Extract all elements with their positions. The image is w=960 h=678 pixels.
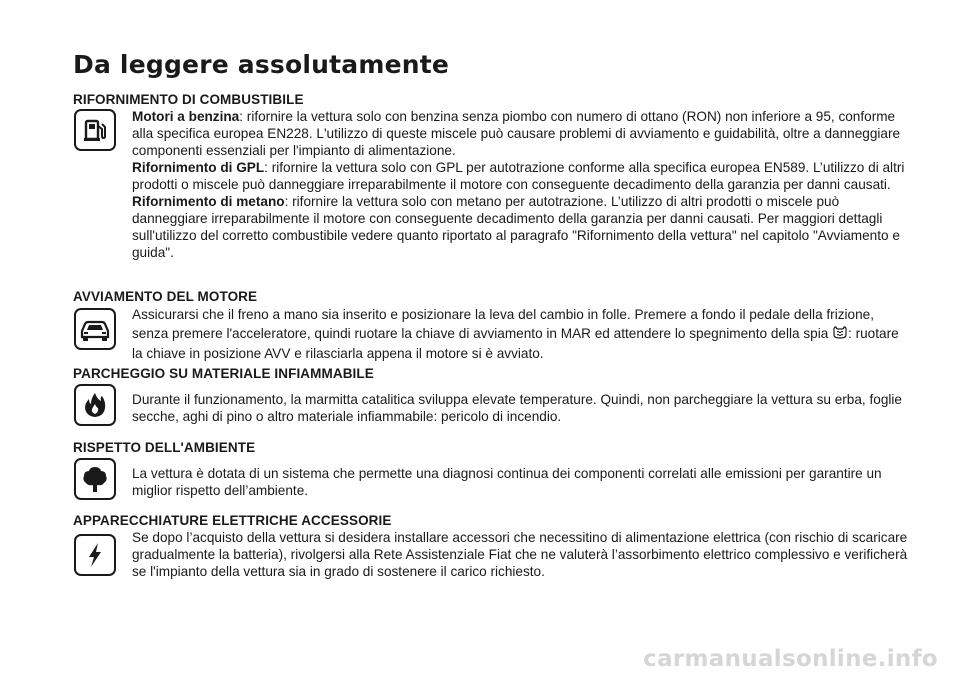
text-engine-start-before: Assicurarsi che il freno a mano sia inserito e posizionare la leva del cambio in folle. Premere a fondo il pedale della frizione, senza premere l'acceleratore, quindi ruotare la chiave di avviamento in MAR ed attendere lo spegnimento della spia xyxy=(132,307,875,341)
paragraph-engine-start xyxy=(132,306,910,364)
section-body-environment xyxy=(132,465,910,499)
page-title: Da leggere assolutamente xyxy=(73,50,450,79)
watermark: carmanualsonline.info xyxy=(643,646,938,672)
section-heading-electrical: APPARECCHIATURE ELETTRICHE ACCESSORIE xyxy=(73,513,392,528)
flame-icon xyxy=(74,384,116,426)
label-metano: Rifornimento di metano xyxy=(132,194,285,209)
text-parking: Durante il funzionamento, la marmitta catalitica sviluppa elevate temperature. Quindi, non parcheggiare la vettura su erba, foglie secche, aghi di pino o altro materiale infiammabile: pericolo di incendio. xyxy=(132,392,902,424)
tree-icon xyxy=(74,458,116,500)
text-benzina: : rifornire la vettura solo con benzina senza piombo con numero di ottano (RON) non inferiore a 95, conforme alla specifica europea EN228. L'utilizzo di queste miscele può causare problemi di avviamento e guidabilità, oltre a danneggiare componenti essenziali per l'impianto di alimentazione. xyxy=(132,109,901,158)
glow-plug-warning-icon xyxy=(832,326,848,346)
section-heading-environment: RISPETTO DELL'AMBIENTE xyxy=(73,440,256,455)
text-environment: La vettura è dotata di un sistema che permette una diagnosi continua dei componenti correlati alle emissioni per garantire un miglior rispetto dell’ambiente. xyxy=(132,466,882,498)
section-body-electrical xyxy=(132,529,910,580)
section-heading-fuel: RIFORNIMENTO DI COMBUSTIBILE xyxy=(73,92,304,107)
label-benzina: Motori a benzina xyxy=(132,109,240,124)
text-gpl: : rifornire la vettura solo con GPL per autotrazione conforme alla specifica europea EN589. L’utilizzo di altri prodotti o miscele può danneggiare irreparabilmente il motore con conseguente decadimento della garanzia per danni causati. xyxy=(132,160,905,192)
fuel-pump-icon xyxy=(74,109,116,151)
lightning-bolt-icon xyxy=(74,534,116,576)
section-body-engine-start xyxy=(132,306,910,364)
section-body-parking xyxy=(132,391,910,425)
section-body-fuel xyxy=(132,108,910,261)
section-heading-engine-start: AVVIAMENTO DEL MOTORE xyxy=(73,289,258,304)
paragraph-metano xyxy=(132,193,910,261)
car-icon xyxy=(74,308,116,350)
label-gpl: Rifornimento di GPL xyxy=(132,160,265,175)
paragraph-benzina xyxy=(132,108,910,159)
paragraph-gpl xyxy=(132,159,910,193)
text-metano: : rifornire la vettura solo con metano per autotrazione. L’utilizzo di altri prodotti o miscele può danneggiare irreparabilmente il motore con conseguente decadimento della garanzia per danni causati. Per maggiori dettagli sull'utilizzo del corretto combustibile vedere quanto riportato al paragrafo "Rifornimento della vettura" nel capitolo "Avviamento e guida". xyxy=(132,194,900,260)
text-electrical: Se dopo l’acquisto della vettura si desidera installare accessori che necessitino di alimentazione elettrica (con rischio di scaricare gradualmente la batteria), rivolgersi alla Rete Assistenziale Fiat che ne valuterà l’assorbimento elettrico complessivo e verificherà se l'impianto della vettura sia in grado di sostenere il carico richiesto. xyxy=(132,530,908,579)
text-engine-start-after: : ruotare la chiave in posizione AVV e rilasciarla appena il motore si è avviato. xyxy=(132,325,899,361)
section-heading-parking: PARCHEGGIO SU MATERIALE INFIAMMABILE xyxy=(73,366,374,381)
